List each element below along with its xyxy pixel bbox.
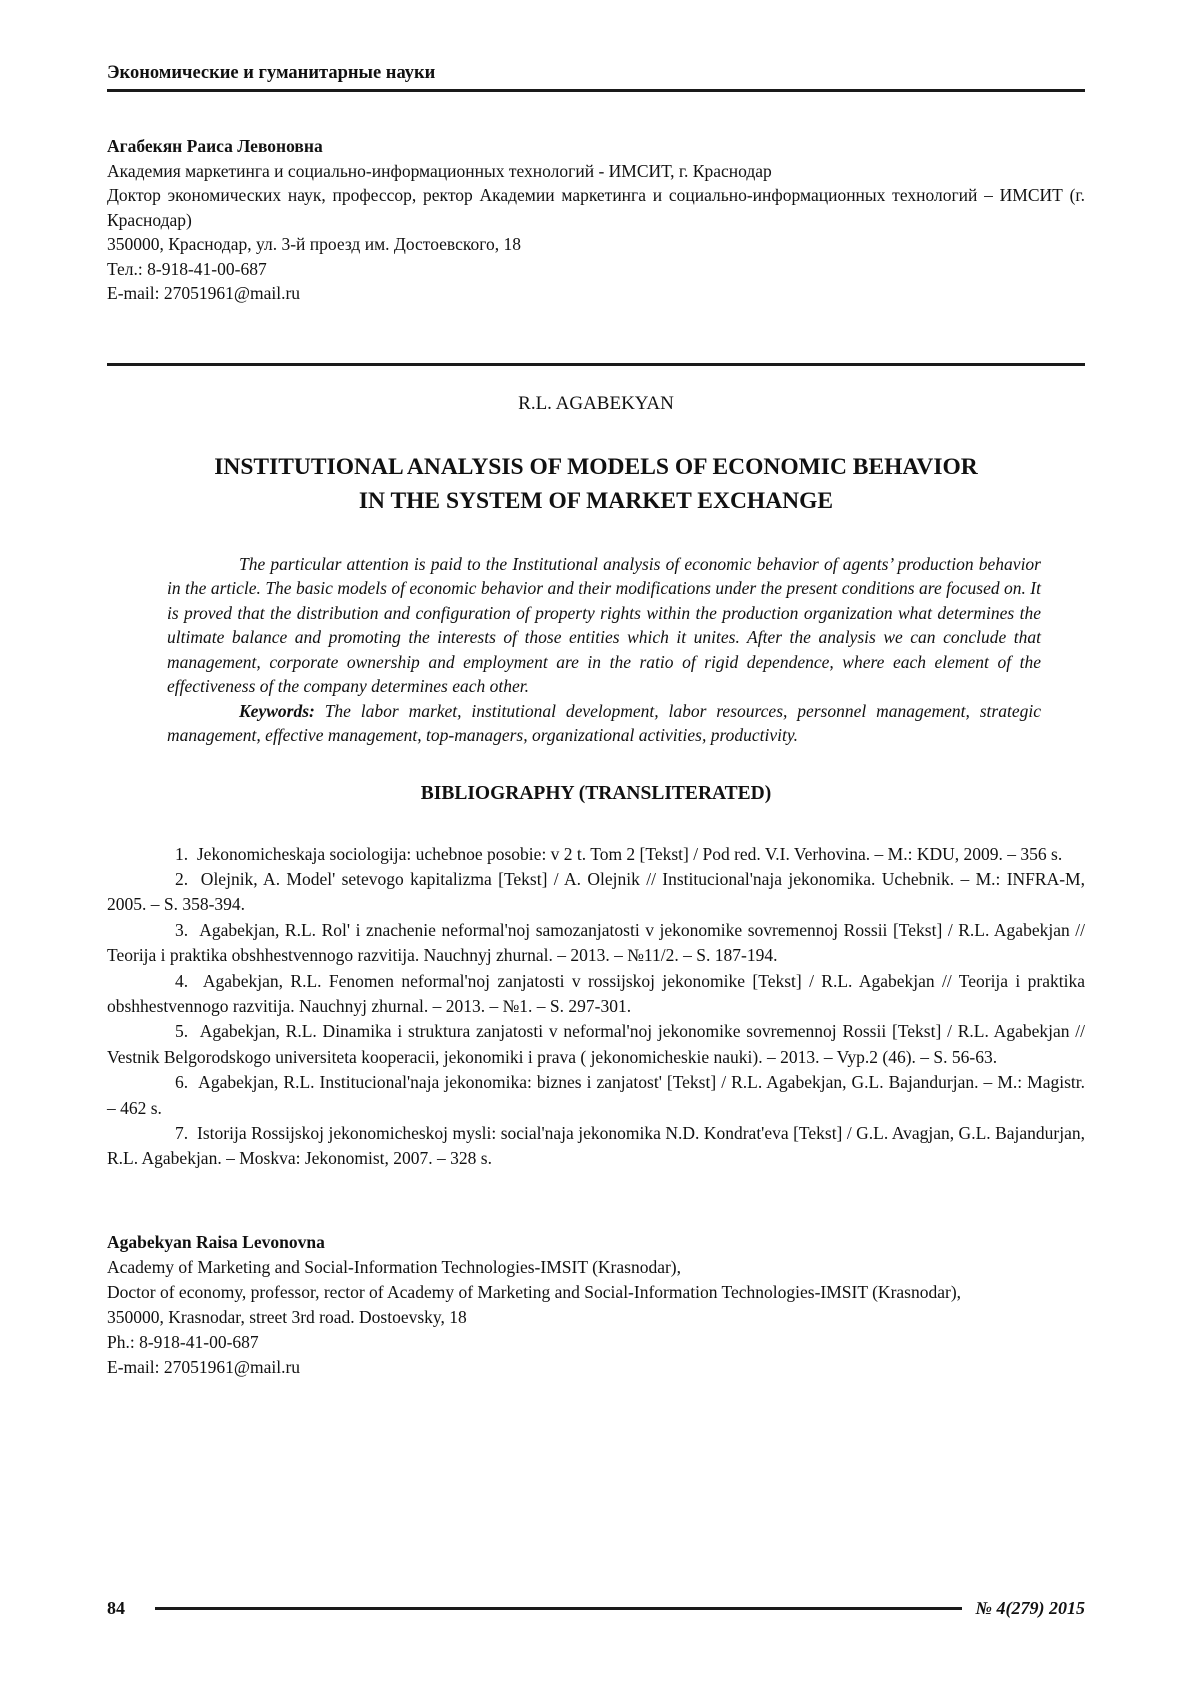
bibliography-item: 4. Agabekjan, R.L. Fenomen neformal'noj zanjatosti v rossijskoj jekonomike [Tekst] / R.L. Agabekjan // Teorija i praktika obshhestvennogo razvitija. Nauchnyj zhurnal. – 2013. – №1. – S. 297-301. bbox=[107, 970, 1085, 1016]
author-ru-address: 350000, Краснодар, ул. 3-й проезд им. Достоевского, 18 bbox=[107, 234, 521, 254]
article-title-line1: INSTITUTIONAL ANALYSIS OF MODELS OF ECONOMIC BEHAVIOR bbox=[214, 453, 978, 480]
bibliography-item: 1. Jekonomicheskaja sociologija: uchebnoe posobie: v 2 t. Tom 2 [Tekst] / Pod red. V.I. Verhovina. – M.: KDU, 2009. – 356 s. bbox=[175, 843, 1063, 864]
bibliography-heading: BIBLIOGRAPHY (TRANSLITERATED) bbox=[420, 782, 772, 804]
author-ru-phone: Тел.: 8-918-41-00-687 bbox=[107, 258, 267, 279]
author-ru-affiliation: Академия маркетинга и социально-информационных технологий - ИМСИТ, г. Краснодар bbox=[107, 160, 772, 181]
keywords-label: Keywords: bbox=[239, 700, 315, 721]
abstract-section bbox=[167, 552, 1041, 748]
author-block-ru bbox=[107, 134, 1085, 306]
author-ru-name: Агабекян Раиса Левоновна bbox=[107, 136, 323, 156]
author-en-address: 350000, Krasnodar, street 3rd road. Dostoevsky, 18 bbox=[107, 1306, 467, 1327]
article-title bbox=[107, 450, 1085, 518]
bibliography-item: 2. Olejnik, A. Model' setevogo kapitalizma [Tekst] / A. Olejnik // Institucional'naja jekonomika. Uchebnik. – M.: INFRA-M, 2005. – S. 358-394. bbox=[107, 868, 1085, 915]
author-en-name: Agabekyan Raisa Levonovna bbox=[107, 1231, 325, 1252]
section-divider-rule bbox=[107, 363, 1085, 366]
author-block-en bbox=[107, 1230, 1085, 1380]
bibliography-item: 6. Agabekjan, R.L. Institucional'naja jekonomika: biznes i zanjatost' [Tekst] / R.L. Agabekjan, G.L. Bajandurjan. – M.: Magistr. – 462 s. bbox=[107, 1072, 1085, 1118]
bibliography-list bbox=[107, 842, 1085, 1172]
abstract-paragraph: The particular attention is paid to the Institutional analysis of economic behavior of agents’ production behavior in the article. The basic models of economic behavior and their modifications under the present conditions are focused on. It is proved that the distribution and configuration of property rights within the production organization what determines the ultimate balance and promoting the interests of those entities which it unites. After the analysis we can conclude that management, corporate ownership and employment are in the ratio of rigid dependence, where each element of the effectiveness of the company determines each other. bbox=[167, 553, 1041, 696]
author-en-phone: Ph.: 8-918-41-00-687 bbox=[107, 1331, 259, 1352]
article-author-caps: R.L. AGABEKYAN bbox=[518, 392, 674, 414]
author-en-affiliation: Academy of Marketing and Social-Information Technologies-IMSIT (Krasnodar), bbox=[107, 1256, 682, 1277]
article-title-line2: IN THE SYSTEM OF MARKET EXCHANGE bbox=[358, 487, 834, 514]
author-ru-email: E-mail: 27051961@mail.ru bbox=[107, 283, 301, 303]
page-footer bbox=[107, 1598, 1085, 1619]
author-ru-position: Доктор экономических наук, профессор, ректор Академии маркетинга и социально-информационных технологий – ИМСИТ (г. Краснодар) bbox=[107, 185, 1085, 230]
page-number: 84 bbox=[107, 1598, 125, 1618]
bibliography-item: 5. Agabekjan, R.L. Dinamika i struktura zanjatosti v neformal'noj jekonomike sovremennoj Rossii [Tekst] / R.L. Agabekjan // Vestnik Belgorodskogo universiteta kooperacii, jekonomiki i prava ( jekonomicheskie nauki). – 2013. – Vyp.2 (46). – S. 56-63. bbox=[107, 1021, 1085, 1067]
author-en-position: Doctor of economy, professor, rector of Academy of Marketing and Social-Information Technologies-IMSIT (Krasnodar), bbox=[107, 1281, 962, 1302]
author-en-email: E-mail: 27051961@mail.ru bbox=[107, 1356, 301, 1377]
footer-rule bbox=[155, 1607, 962, 1610]
keywords-text: The labor market, institutional development, labor resources, personnel management, strategic management, effective management, top-managers, organizational activities, productivity. bbox=[167, 700, 1041, 745]
issue-number: № 4(279) 2015 bbox=[975, 1598, 1085, 1618]
bibliography-item: 3. Agabekjan, R.L. Rol' i znachenie neformal'noj samozanjatosti v jekonomike sovremennoj Rossii [Tekst] / R.L. Agabekjan // Teorija i praktika obshhestvennogo razvitija. Nauchnyj zhurnal. – 2013. – №11/2. – S. 187-194. bbox=[107, 919, 1085, 966]
journal-section-title: Экономические и гуманитарные науки bbox=[107, 62, 1085, 92]
bibliography-item: 7. Istorija Rossijskoj jekonomicheskoj mysli: social'naja jekonomika N.D. Kondrat'eva [Tekst] / G.L. Avagjan, G.L. Bajandurjan, R.L. Agabekjan. – Moskva: Jekonomist, 2007. – 328 s. bbox=[107, 1122, 1085, 1169]
keywords-paragraph bbox=[167, 699, 1041, 748]
